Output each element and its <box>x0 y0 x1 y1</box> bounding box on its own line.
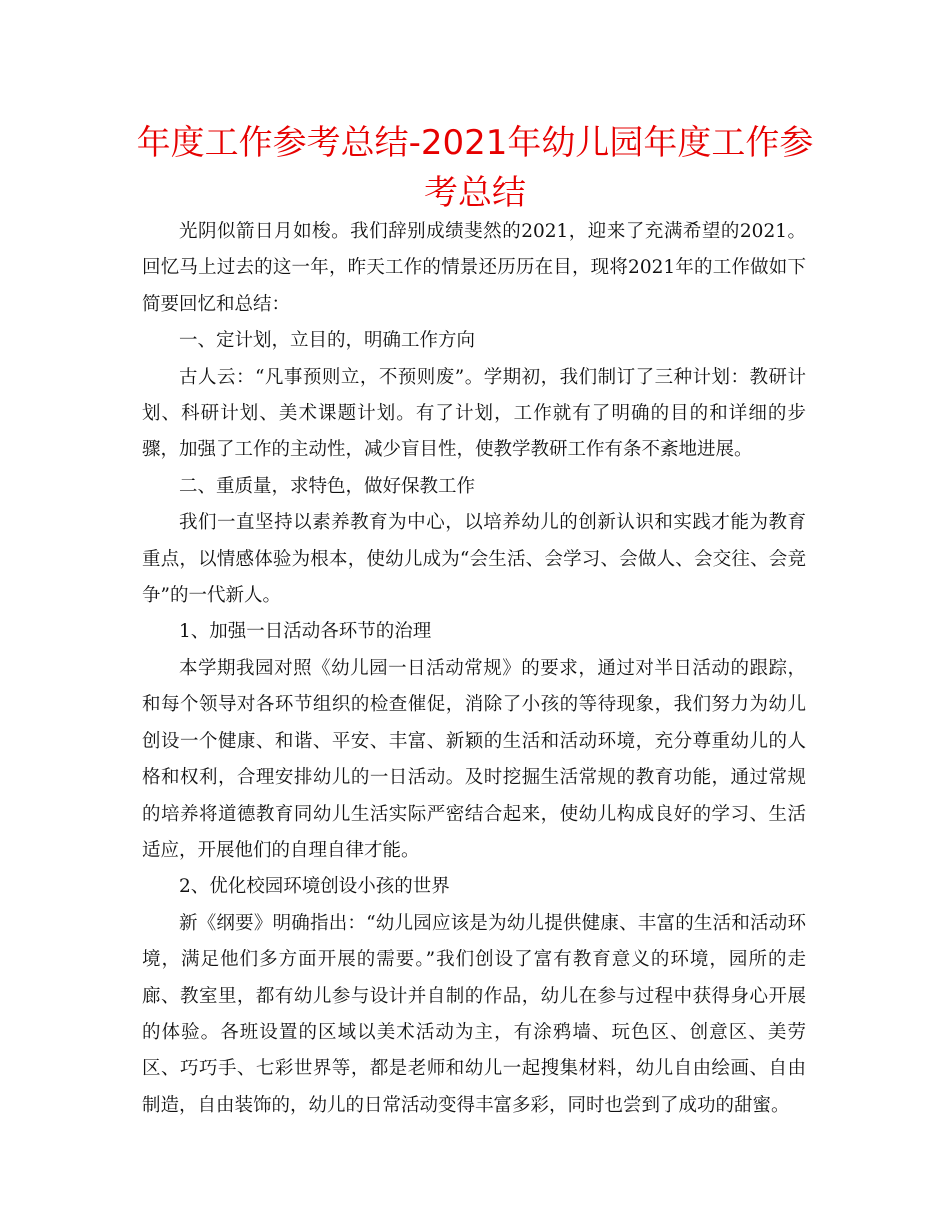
paragraph-daily-activities: 本学期我园对照《幼儿园一日活动常规》的要求，通过对半日活动的跟踪，和每个领导对各环节组织的检查催促，消除了小孩的等待现象，我们努力为幼儿创设一个健康、和谐、平安、丰富、新颖的生活和活动环境，充分尊重幼儿的人格和权利，合理安排幼儿的一日活动。及时挖掘生活常规的教育功能，通过常规的培养将道德教育同幼儿生活实际严密结合起来，使幼儿构成良好的学习、生活适应，开展他们的自理自律才能。 <box>142 657 806 861</box>
subsection-heading-2: 2、优化校园环境创设小孩的世界 <box>179 876 450 898</box>
paragraph-intro: 光阴似箭日月如梭。我们辞别成绩斐然的2021，迎来了充满希望的2021。回忆马上过去的这一年，昨天工作的情景还历历在目，现将2021年的工作做如下简要回忆和总结： <box>142 221 806 315</box>
paragraph-environment: 新《纲要》明确指出：“幼儿园应该是为幼儿提供健康、丰富的生活和活动环境，满足他们多方面开展的需要。”我们创设了富有教育意义的环境，园所的走廊、教室里，都有幼儿参与设计并自制的作品，幼儿在参与过程中获得身心开展的体验。各班设置的区域以美术活动为主，有涂鸦墙、玩色区、创意区、美劳区、巧巧手、七彩世界等，都是老师和幼儿一起搜集材料，幼儿自由绘画、自由制造，自由装饰的，幼儿的日常活动变得丰富多彩，同时也尝到了成功的甜蜜。 <box>142 912 806 1116</box>
subsection-heading-1: 1、加强一日活动各环节的治理 <box>179 621 432 643</box>
document-title: 年度工作参考总结-2021年幼儿园年度工作参考总结 <box>136 123 814 213</box>
section-heading-2: 二、重质量，求特色，做好保教工作 <box>179 475 476 497</box>
section-heading-1: 一、定计划，立目的，明确工作方向 <box>179 330 476 352</box>
paragraph-quality: 我们一直坚持以素养教育为中心，以培养幼儿的创新认识和实践才能为教育重点，以情感体验为根本，使幼儿成为“会生活、会学习、会做人、会交往、会竞争”的一代新人。 <box>142 512 806 607</box>
document-body <box>142 214 806 1124</box>
paragraph-plans: 古人云：“凡事预则立，不预则废”。学期初，我们制订了三种计划：教研计划、科研计划、美术课题计划。有了计划，工作就有了明确的目的和详细的步骤，加强了工作的主动性，减少盲目性，使教学教研工作有条不紊地进展。 <box>142 366 806 461</box>
